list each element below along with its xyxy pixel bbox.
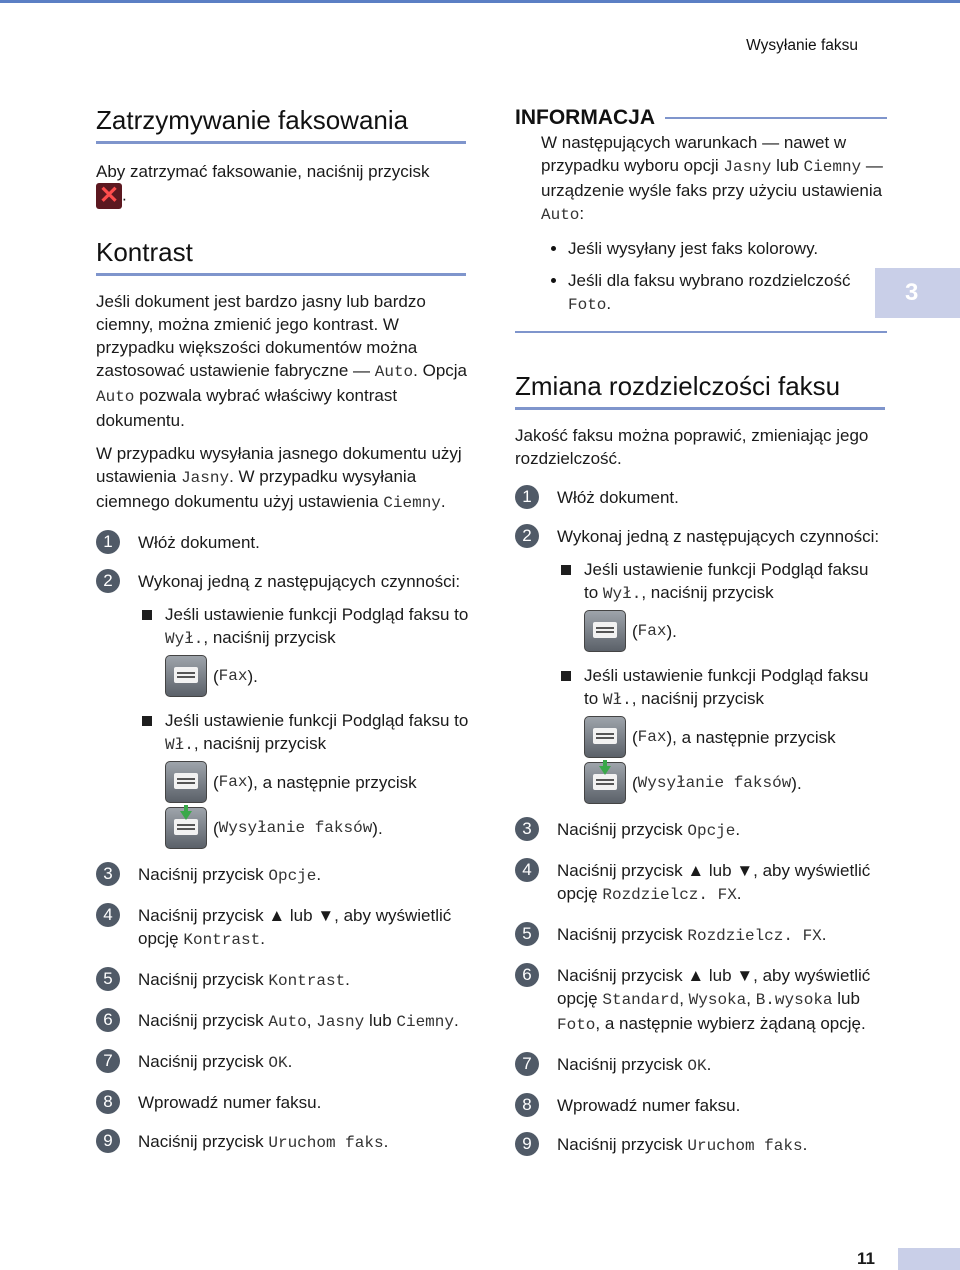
- res-step-7: 7 Naciśnij przycisk OK.: [515, 1053, 887, 1078]
- section-rule: [96, 273, 466, 276]
- fax-button-icon: [165, 655, 207, 697]
- res-step-6: 6 Naciśnij przycisk ▲ lub ▼, aby wyświetlić opcję Standard, Wysoka, B.wysoka lub Foto, a następnie wybierz żądaną opcję.: [515, 964, 887, 1037]
- step-9: 9 Naciśnij przycisk Uruchom faks.: [96, 1130, 471, 1155]
- sub-option-preview-off: Jeśli ustawienie funkcji Podgląd faksu to Wył., naciśnij przycisk ( Fax ).: [138, 603, 471, 697]
- step-3: 3 Naciśnij przycisk Opcje.: [96, 863, 471, 888]
- step-5: 5 Naciśnij przycisk Kontrast.: [96, 968, 471, 993]
- contrast-paragraph-1: Jeśli dokument jest bardzo jasny lub bardzo ciemny, można zmienić jego kontrast. W przypadku większości dokumentów można zastosować ustawienie fabryczne — Auto. Opcja Auto pozwala wybrać właściwy kontrast dokumentu.: [96, 292, 468, 430]
- step-7: 7 Naciśnij przycisk OK.: [96, 1050, 471, 1075]
- running-header: Wysyłanie faksu: [746, 37, 858, 54]
- contrast-paragraph-2: W przypadku wysyłania jasnego dokumentu użyj ustawienia Jasny. W przypadku wysyłania ciemnego dokumentu użyj ustawienia Ciemny.: [96, 444, 462, 512]
- step-2: 2 Wykonaj jedną z następujących czynności: Jeśli ustawienie funkcji Podgląd faksu to Wył., naciśnij przycisk ( Fax ). Jeśli ustawienie funkcji Podgląd faksu to Wł., naciśnij przycisk ( Fax ), a następnie przycisk ( Wysyłanie faksów ).: [96, 570, 471, 849]
- step-4: 4 Naciśnij przycisk ▲ lub ▼, aby wyświetlić opcję Kontrast.: [96, 904, 471, 952]
- step-6: 6 Naciśnij przycisk Auto, Jasny lub Ciemny.: [96, 1009, 471, 1034]
- info-box-rule: [515, 331, 887, 333]
- res-step-5: 5 Naciśnij przycisk Rozdzielcz. FX.: [515, 923, 887, 948]
- info-box-title: INFORMACJA: [515, 106, 887, 129]
- send-fax-button-icon: [584, 762, 626, 804]
- stop-exit-icon: ✕: [96, 183, 122, 209]
- info-box: [515, 131, 887, 317]
- section-title-resolution: Zmiana rozdzielczości faksu: [515, 371, 841, 401]
- chapter-tab: 3: [875, 268, 960, 318]
- send-fax-button-icon: [165, 807, 207, 849]
- fax-button-icon: [584, 610, 626, 652]
- stop-paragraph: Aby zatrzymać faksowanie, naciśnij przycisk ✕ .: [96, 162, 430, 209]
- res-step-8: 8 Wprowadź numer faksu.: [515, 1094, 887, 1117]
- left-column: [96, 105, 471, 1155]
- footer-bar: [898, 1248, 960, 1270]
- section-title-stop: Zatrzymywanie faksowania: [96, 105, 409, 135]
- fax-button-icon: [165, 761, 207, 803]
- res-step-3: 3 Naciśnij przycisk Opcje.: [515, 818, 887, 843]
- info-bullet-1: Jeśli wysyłany jest faks kolorowy.: [541, 237, 887, 260]
- res-sub-option-preview-on: Jeśli ustawienie funkcji Podgląd faksu to Wł., naciśnij przycisk ( Fax ), a następnie przycisk ( Wysyłanie faksów ).: [557, 664, 887, 804]
- section-rule: [515, 407, 885, 410]
- res-sub-option-preview-off: Jeśli ustawienie funkcji Podgląd faksu to Wył., naciśnij przycisk ( Fax ).: [557, 558, 887, 652]
- resolution-intro: Jakość faksu można poprawić, zmieniając jego rozdzielczość.: [515, 426, 869, 468]
- fax-button-icon: [584, 716, 626, 758]
- section-title-contrast: Kontrast: [96, 237, 193, 267]
- res-step-1: 1 Włóż dokument.: [515, 486, 887, 509]
- info-text: W następujących warunkach — nawet w przypadku wyboru opcji Jasny lub Ciemny — urządzenie wyśle faks przy użyciu ustawienia Auto:: [541, 133, 883, 224]
- right-column: [515, 106, 887, 1158]
- info-bullet-2: Jeśli dla faksu wybrano rozdzielczość Foto.: [541, 269, 887, 317]
- step-8: 8 Wprowadź numer faksu.: [96, 1091, 471, 1114]
- res-step-9: 9 Naciśnij przycisk Uruchom faks.: [515, 1133, 887, 1158]
- step-1: 1 Włóż dokument.: [96, 531, 471, 554]
- res-step-4: 4 Naciśnij przycisk ▲ lub ▼, aby wyświetlić opcję Rozdzielcz. FX.: [515, 859, 887, 907]
- res-step-2: 2 Wykonaj jedną z następujących czynności: Jeśli ustawienie funkcji Podgląd faksu to Wył., naciśnij przycisk ( Fax ). Jeśli ustawienie funkcji Podgląd faksu to Wł., naciśnij przycisk ( Fax ), a następnie przycisk ( Wysyłanie faksów ).: [515, 525, 887, 804]
- section-rule: [96, 141, 466, 144]
- top-rule: [0, 0, 960, 3]
- page-number: 11: [857, 1249, 875, 1268]
- sub-option-preview-on: Jeśli ustawienie funkcji Podgląd faksu to Wł., naciśnij przycisk ( Fax ), a następnie przycisk ( Wysyłanie faksów ).: [138, 709, 471, 849]
